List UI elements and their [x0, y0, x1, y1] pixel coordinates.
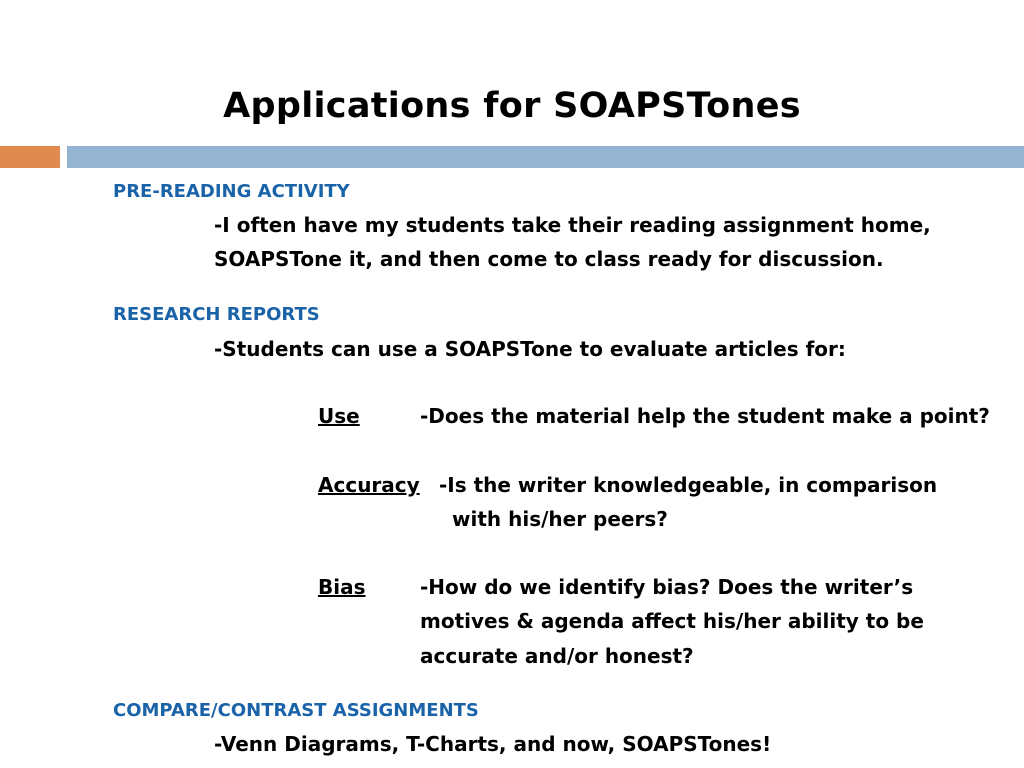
- bias-line-2: motives & agenda affect his/her ability to be: [420, 609, 924, 633]
- compare-heading: COMPARE/CONTRAST ASSIGNMENTS: [113, 700, 479, 721]
- bias-term: Bias: [318, 575, 366, 599]
- slide-title: Applications for SOAPSTones: [223, 86, 801, 126]
- pre-reading-line-1: -I often have my students take their reading assignment home,: [214, 213, 931, 237]
- accent-bar-orange: [0, 146, 60, 168]
- use-line-1: -Does the material help the student make a point?: [420, 404, 990, 428]
- research-intro: -Students can use a SOAPSTone to evaluate articles for:: [214, 337, 846, 361]
- compare-line-1: -Venn Diagrams, T-Charts, and now, SOAPSTones!: [214, 732, 772, 756]
- use-term: Use: [318, 404, 360, 428]
- accuracy-line-2: with his/her peers?: [452, 507, 668, 531]
- accuracy-term: Accuracy: [318, 473, 420, 497]
- pre-reading-heading: PRE-READING ACTIVITY: [113, 181, 350, 202]
- accuracy-line-1: -Is the writer knowledgeable, in comparison: [439, 473, 938, 497]
- bias-line-3: accurate and/or honest?: [420, 644, 694, 668]
- research-heading: RESEARCH REPORTS: [113, 304, 320, 325]
- pre-reading-line-2: SOAPSTone it, and then come to class ready for discussion.: [214, 247, 884, 271]
- bias-line-1: -How do we identify bias? Does the writer’s: [420, 575, 914, 599]
- accent-bar-blue: [67, 146, 1024, 168]
